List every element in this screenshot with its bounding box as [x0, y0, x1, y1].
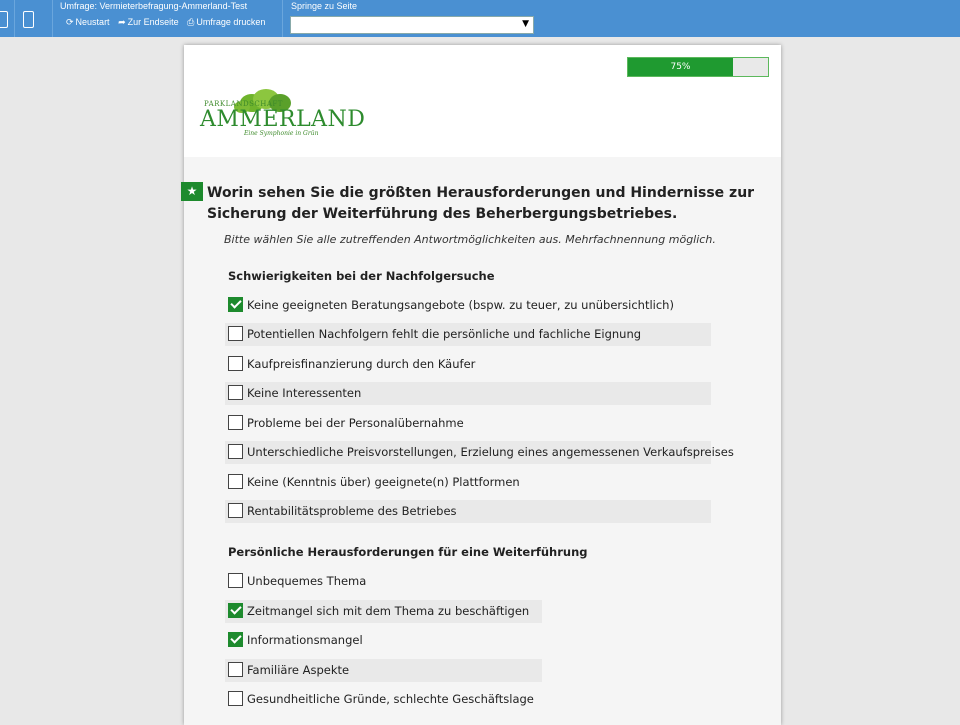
option-0-6[interactable]	[225, 471, 525, 494]
go-to-end-label: Zur Endseite	[127, 17, 179, 27]
go-to-end-link[interactable]	[118, 17, 179, 28]
print-icon: ⎙	[187, 17, 195, 27]
dropdown-arrow-icon: ▼	[522, 19, 529, 29]
group-title-personal-challenges: Persönliche Herausforderungen für eine Weiterführung	[228, 545, 588, 559]
group-title-successor-search: Schwierigkeiten bei der Nachfolgersuche	[228, 269, 495, 283]
question-hint: Bitte wählen Sie alle zutreffenden Antwortmöglichkeiten aus. Mehrfachnennung möglich.	[224, 233, 716, 246]
logo-tagline: Eine Symphonie in Grün	[244, 130, 319, 137]
question-text: Worin sehen Sie die größten Herausforderungen und Hindernisse zur Sicherung der Weiterführung des Beherbergungsbetriebes.	[207, 185, 755, 222]
survey-title: Umfrage: Vermieterbefragung-Ammerland-Test	[60, 1, 248, 11]
option-0-2[interactable]	[225, 353, 525, 376]
share-arrow-icon: ➦	[118, 17, 126, 27]
checkbox[interactable]	[228, 415, 243, 430]
option-0-3[interactable]	[225, 382, 711, 405]
logo-name: AMMERLAND	[200, 107, 366, 132]
checkbox[interactable]	[228, 573, 243, 588]
restart-link[interactable]	[66, 17, 110, 28]
option-0-7[interactable]	[225, 500, 711, 523]
option-label: Gesundheitliche Gründe, schlechte Geschäftslage	[247, 692, 534, 706]
toolbar-divider	[282, 0, 283, 37]
checkbox[interactable]	[228, 356, 243, 371]
option-label: Unterschiedliche Preisvorstellungen, Erzielung eines angemessenen Verkaufspreises	[247, 445, 734, 459]
checkbox[interactable]	[228, 385, 243, 400]
survey-panel	[184, 45, 781, 725]
option-label: Keine (Kenntnis über) geeignete(n) Plattformen	[247, 475, 520, 489]
option-1-0[interactable]	[225, 570, 525, 593]
checkbox[interactable]	[228, 662, 243, 677]
option-1-4[interactable]	[225, 688, 542, 711]
refresh-icon: ⟳	[66, 17, 74, 27]
option-0-5[interactable]	[225, 441, 734, 464]
tablet-view-icon[interactable]	[0, 11, 8, 28]
checkbox[interactable]	[228, 297, 243, 312]
checkbox[interactable]	[228, 503, 243, 518]
progress-label: 75%	[670, 62, 691, 72]
checkbox[interactable]	[228, 632, 243, 647]
mandatory-star-icon: ★	[181, 182, 203, 201]
option-label: Informationsmangel	[247, 633, 363, 647]
option-label: Familiäre Aspekte	[247, 663, 350, 677]
checkbox[interactable]	[228, 444, 243, 459]
jump-to-page-label: Springe zu Seite	[291, 1, 358, 11]
mobile-view-icon[interactable]	[23, 11, 34, 28]
option-0-1[interactable]	[225, 323, 711, 346]
checkbox[interactable]	[228, 603, 243, 618]
option-label: Potentiellen Nachfolgern fehlt die persönliche und fachliche Eignung	[247, 327, 642, 341]
toolbar-divider	[52, 0, 53, 37]
restart-label: Neustart	[75, 17, 110, 27]
option-0-0[interactable]	[225, 294, 674, 317]
option-label: Zeitmangel sich mit dem Thema zu beschäftigen	[247, 604, 530, 618]
option-label: Rentabilitätsprobleme des Betriebes	[247, 504, 457, 518]
toolbar-links	[66, 17, 271, 28]
checkbox[interactable]	[228, 691, 243, 706]
print-survey-label: Umfrage drucken	[196, 17, 266, 27]
option-1-1[interactable]	[225, 600, 542, 623]
option-label: Keine geeigneten Beratungsangebote (bspw. zu teuer, zu unübersichtlich)	[247, 298, 674, 312]
logo-top-text: PARKLANDSCHAFT	[204, 100, 283, 108]
survey-header	[184, 45, 781, 157]
checkbox[interactable]	[228, 474, 243, 489]
option-label: Unbequemes Thema	[247, 574, 367, 588]
ammerland-logo	[200, 89, 366, 141]
option-1-3[interactable]	[225, 659, 542, 682]
toolbar-divider	[14, 0, 15, 37]
option-label: Probleme bei der Personalübernahme	[247, 416, 464, 430]
checkbox[interactable]	[228, 326, 243, 341]
progress-bar	[627, 57, 769, 77]
jump-to-page-select[interactable]	[290, 16, 534, 34]
option-label: Kaufpreisfinanzierung durch den Käufer	[247, 357, 476, 371]
option-0-4[interactable]	[225, 412, 525, 435]
print-survey-link[interactable]	[187, 17, 265, 28]
top-toolbar	[0, 0, 960, 37]
option-label: Keine Interessenten	[247, 386, 362, 400]
option-1-2[interactable]	[225, 629, 525, 652]
